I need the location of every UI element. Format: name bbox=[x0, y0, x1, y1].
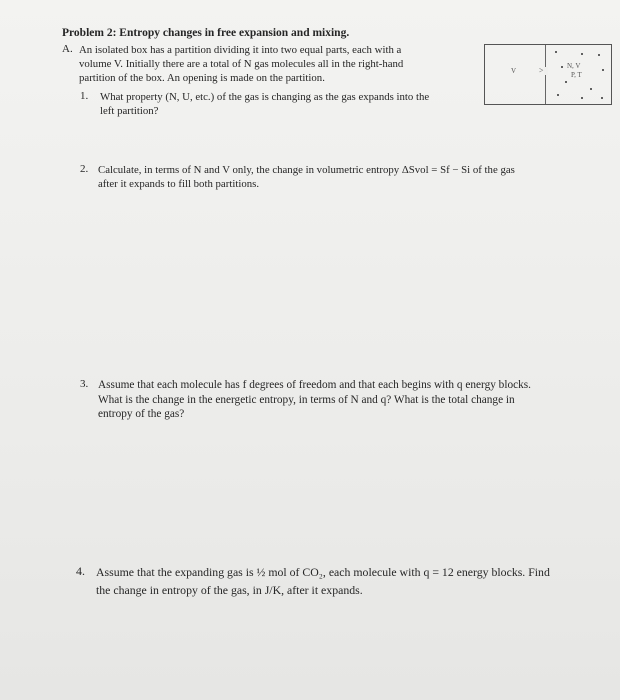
question-3-line-2: What is the change in the energetic entropy, in terms of N and q? What is the total change in bbox=[98, 393, 515, 406]
gas-molecule bbox=[581, 53, 583, 55]
question-4-line-1: Assume that the expanding gas is ½ mol of CO₂, each molecule with q = 12 energy blocks. Find bbox=[96, 565, 550, 579]
problem-title: Problem 2: Entropy changes in free expansion and mixing. bbox=[62, 27, 350, 39]
gas-molecule bbox=[601, 97, 603, 99]
question-4-line-2: the change in entropy of the gas, in J/K, after it expands. bbox=[96, 583, 363, 597]
part-a-text bbox=[79, 43, 459, 85]
gas-molecule bbox=[590, 88, 592, 90]
gas-molecule bbox=[561, 66, 563, 68]
question-4-number: 4. bbox=[76, 564, 85, 578]
question-1-text bbox=[100, 90, 478, 118]
partition-box-diagram bbox=[484, 44, 612, 105]
question-3-line-3: entropy of the gas? bbox=[98, 408, 185, 420]
question-3-number: 3. bbox=[80, 378, 89, 390]
gas-molecule bbox=[602, 69, 604, 71]
question-1-line-2: left partition? bbox=[100, 105, 159, 117]
part-a-line-2: volume V. Initially there are a total of N gas molecules all in the right-hand bbox=[79, 58, 404, 70]
question-1-line-1: What property (N, U, etc.) of the gas is changing as the gas expands into the bbox=[100, 91, 430, 103]
gas-molecule bbox=[565, 81, 567, 83]
question-2-line-2: after it expands to fill both partitions. bbox=[98, 178, 260, 190]
right-state-label-top: N, V bbox=[567, 62, 581, 70]
gas-molecule bbox=[555, 51, 557, 53]
question-4-text bbox=[96, 563, 616, 599]
question-2-text bbox=[98, 163, 598, 191]
question-2-number: 2. bbox=[80, 163, 89, 175]
right-state-label-bottom: P, T bbox=[571, 71, 582, 79]
question-3-text bbox=[98, 378, 603, 422]
expansion-arrow-icon: > bbox=[539, 66, 544, 75]
part-a-marker: A. bbox=[62, 43, 73, 55]
question-2-line-1: Calculate, in terms of N and V only, the change in volumetric entropy ΔSvol = Sf − Si of the gas bbox=[98, 164, 515, 176]
left-volume-label: V bbox=[511, 67, 517, 75]
question-1-number: 1. bbox=[80, 90, 89, 102]
gas-molecule bbox=[557, 94, 559, 96]
part-a-line-1: An isolated box has a partition dividing it into two equal parts, each with a bbox=[79, 44, 402, 56]
part-a-line-3: partition of the box. An opening is made on the partition. bbox=[79, 72, 325, 84]
gas-molecule bbox=[598, 54, 600, 56]
partition-opening bbox=[544, 67, 548, 75]
question-3-line-1: Assume that each molecule has f degrees of freedom and that each begins with q energy blocks. bbox=[98, 379, 532, 391]
gas-molecule bbox=[581, 97, 583, 99]
